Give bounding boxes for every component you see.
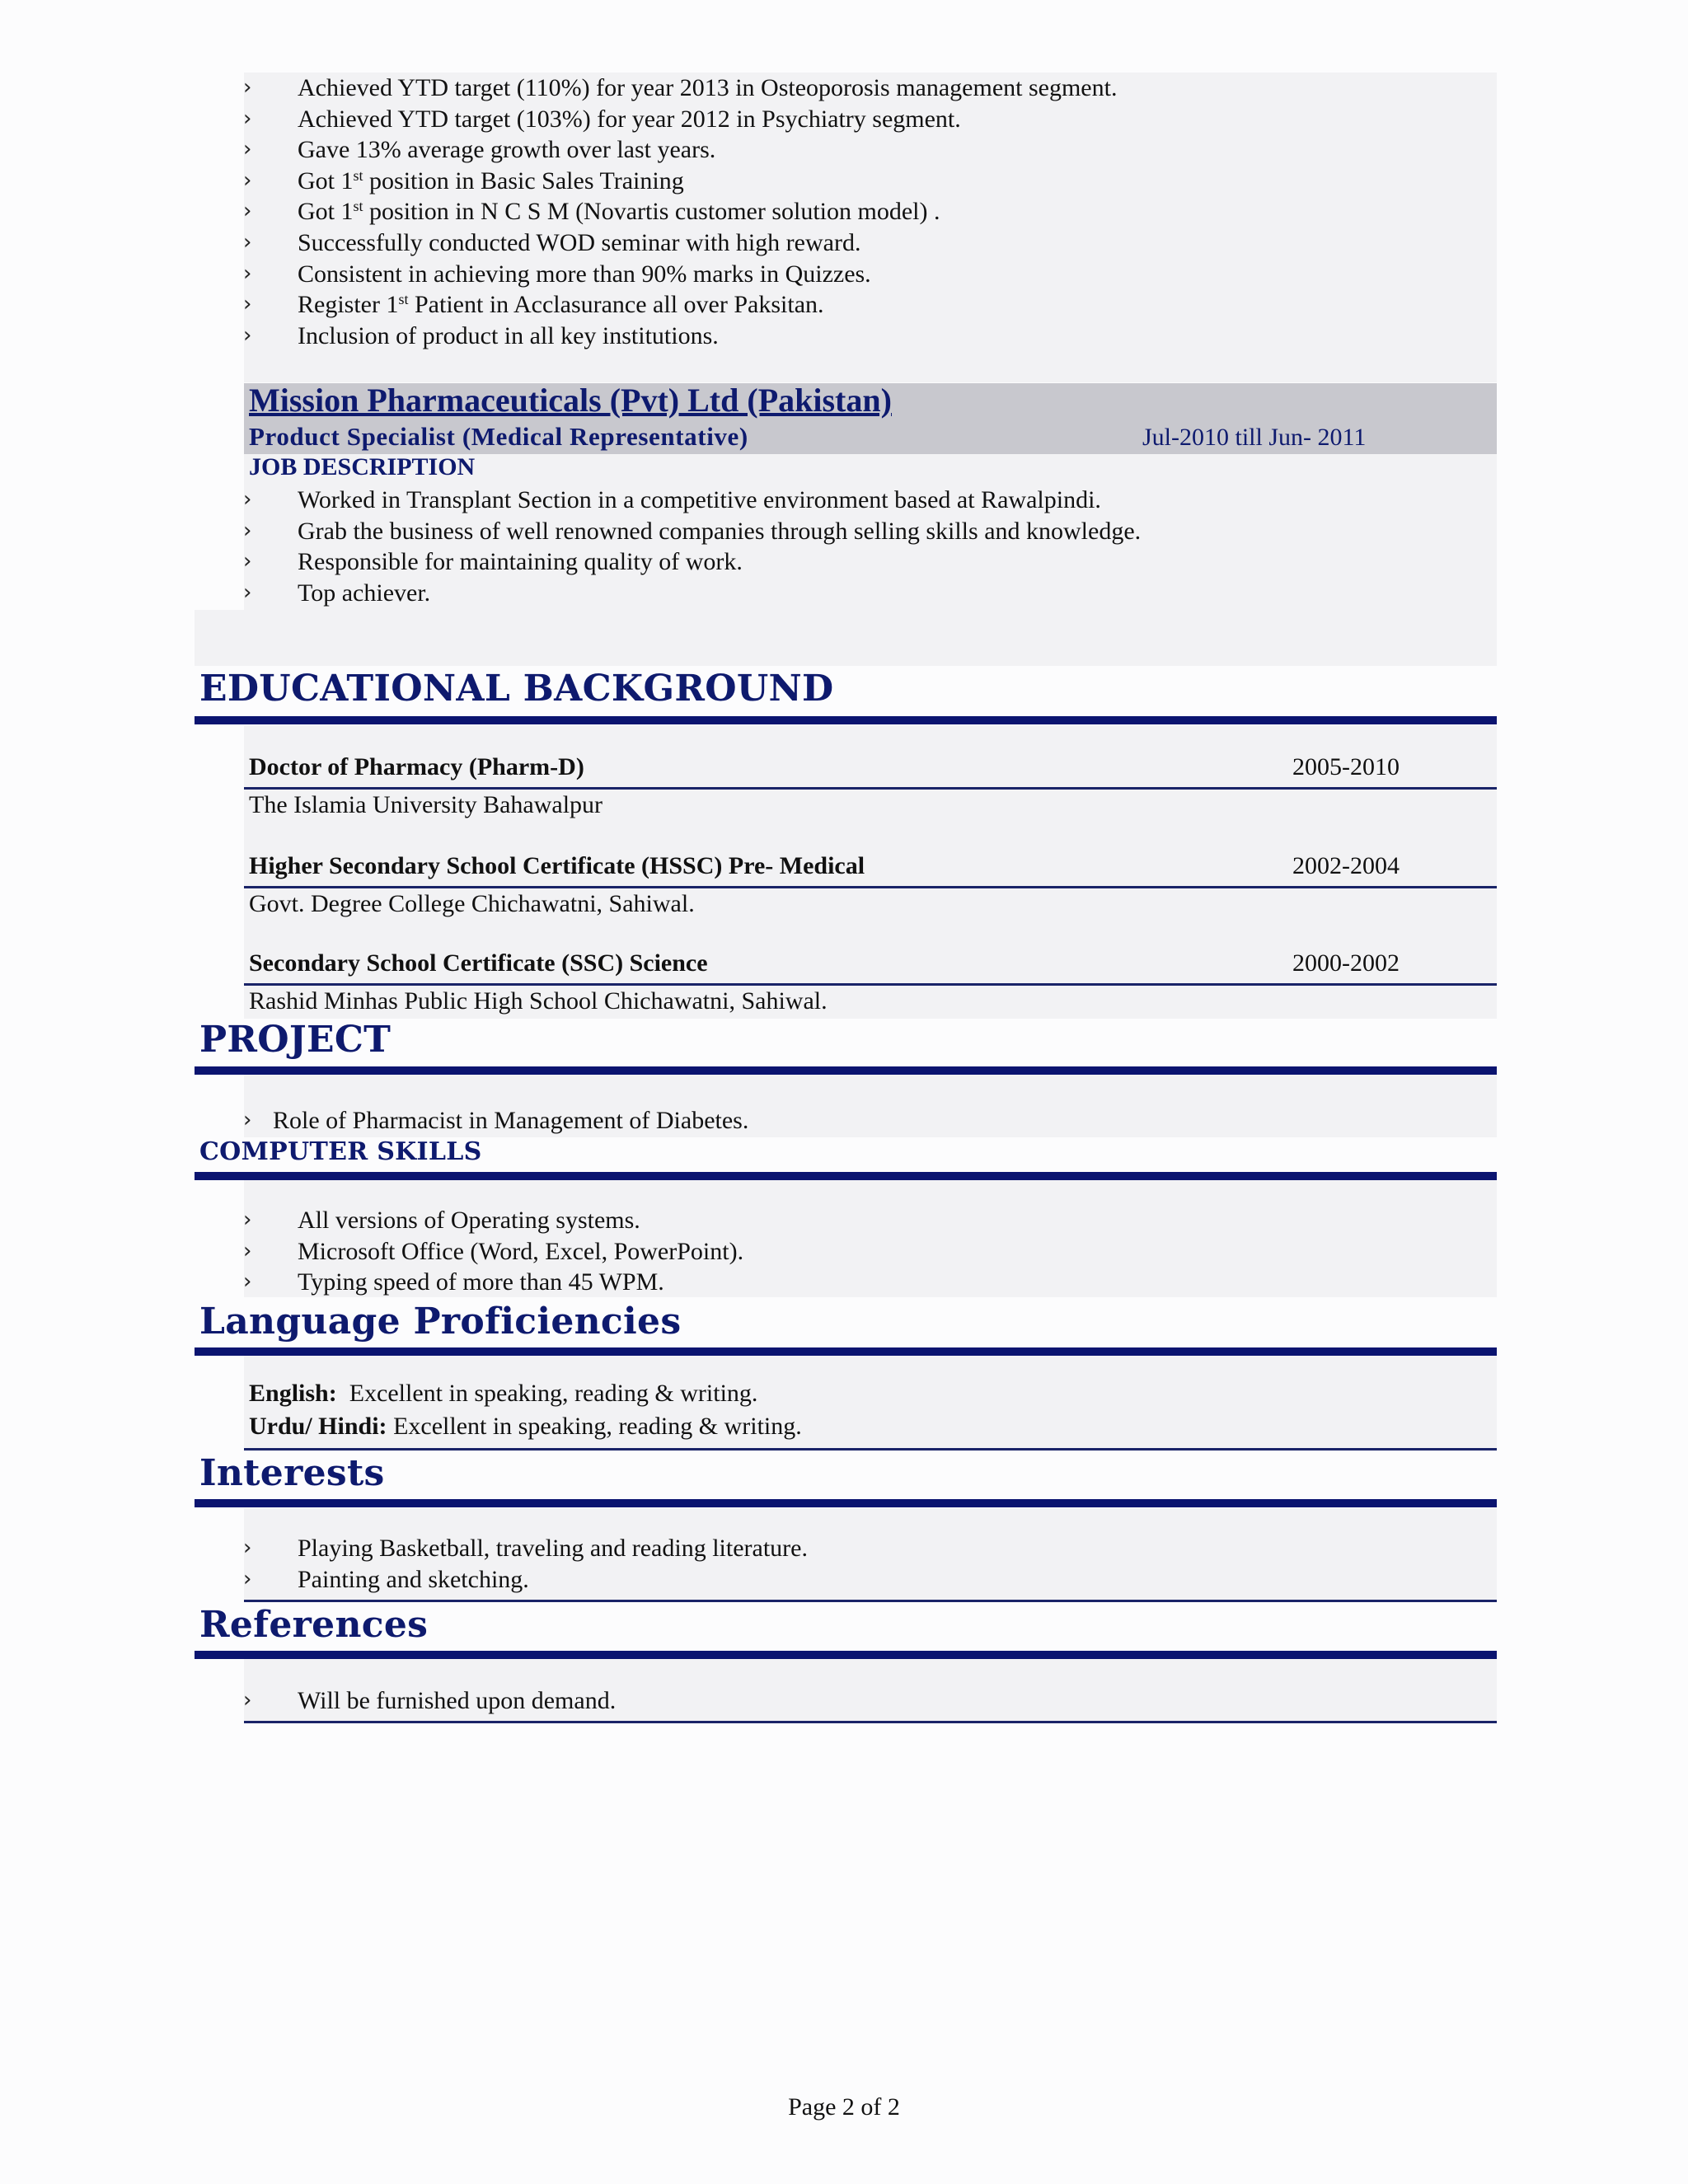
interests-divider (244, 1600, 1497, 1602)
list-item-text: Achieved YTD target (103%) for year 2012 in Psychiatry segment. (298, 105, 961, 133)
languages-heading: Language Proficiencies (199, 1301, 682, 1343)
language-name: Urdu/ Hindi: (249, 1413, 387, 1440)
language-level: Excellent in speaking, reading & writing. (349, 1380, 758, 1407)
list-item-text: Consistent in achieving more than 90% marks in Quizzes. (298, 260, 871, 288)
edu-divider-1 (244, 787, 1497, 790)
job-role: Product Specialist (Medical Representative) (249, 422, 748, 451)
computer-skills-heading: COMPUTER SKILLS (199, 1137, 482, 1166)
job-description-heading: JOB DESCRIPTION (249, 453, 476, 480)
chevron-right-icon: › (243, 229, 252, 255)
list-item-text: Top achiever. (298, 579, 431, 607)
edu-degree-2: Higher Secondary School Certificate (HSSC) Pre- Medical (249, 852, 865, 879)
chevron-right-icon: › (243, 579, 252, 605)
list-item-text: Will be furnished upon demand. (298, 1687, 617, 1714)
list-item-text: Worked in Transplant Section in a competitive environment based at Rawalpindi. (298, 486, 1101, 513)
computer-skills-rule (195, 1172, 1497, 1180)
chevron-right-icon: › (243, 1566, 252, 1591)
references-rule (195, 1651, 1497, 1659)
chevron-right-icon: › (243, 1535, 252, 1560)
list-item-text: Achieved YTD target (110%) for year 2013 in Osteoporosis management segment. (298, 74, 1118, 101)
edu-institution-2: Govt. Degree College Chichawatni, Sahiwal. (249, 890, 695, 917)
references-heading: References (199, 1604, 429, 1646)
company-name: Mission Pharmaceuticals (Pvt) Ltd (Pakistan) (249, 382, 892, 419)
chevron-right-icon: › (243, 292, 252, 317)
edu-years-3: 2000-2002 (1292, 949, 1400, 977)
interests-rule (195, 1499, 1497, 1507)
chevron-right-icon: › (243, 260, 252, 286)
job-dates: Jul-2010 till Jun- 2011 (1142, 424, 1367, 451)
chevron-right-icon: › (243, 105, 252, 131)
chevron-right-icon: › (243, 199, 252, 224)
edu-divider-2 (244, 886, 1497, 888)
list-item-text: Typing speed of more than 45 WPM. (298, 1268, 664, 1296)
language-urdu-hindi (249, 1413, 802, 1441)
list-item-text: Microsoft Office (Word, Excel, PowerPoint). (298, 1237, 744, 1265)
language-english (249, 1380, 757, 1408)
list-item-text: All versions of Operating systems. (298, 1207, 640, 1234)
chevron-right-icon: › (243, 75, 252, 100)
interests-heading: Interests (199, 1452, 385, 1494)
list-item-text: Responsible for maintaining quality of work. (298, 548, 743, 576)
list-item-text: Inclusion of product in all key institutions. (298, 321, 719, 349)
edu-years-1: 2005-2010 (1292, 753, 1400, 780)
education-heading: EDUCATIONAL BACKGROUND (199, 668, 834, 710)
project-heading: PROJECT (199, 1019, 392, 1061)
edu-degree-3: Secondary School Certificate (SSC) Science (249, 949, 708, 977)
list-item-text: Got 1st position in N C S M (Novartis customer solution model) . (298, 198, 940, 226)
education-rule (195, 716, 1497, 724)
list-item-text: Got 1st position in Basic Sales Training (298, 166, 684, 194)
list-item-text: Register 1st Patient in Acclasurance all over Paksitan. (298, 291, 824, 319)
edu-years-2: 2002-2004 (1292, 852, 1400, 879)
chevron-right-icon: › (243, 1207, 252, 1232)
chevron-right-icon: › (243, 1108, 252, 1132)
list-item-text: Playing Basketball, traveling and reading literature. (298, 1535, 808, 1562)
language-name: English: (249, 1380, 337, 1407)
chevron-right-icon: › (243, 487, 252, 512)
chevron-right-icon: › (243, 167, 252, 193)
project-item: Role of Pharmacist in Management of Diabetes. (273, 1107, 749, 1134)
edu-degree-1: Doctor of Pharmacy (Pharm-D) (249, 753, 584, 780)
chevron-right-icon: › (243, 518, 252, 543)
edu-divider-3 (244, 983, 1497, 986)
chevron-right-icon: › (243, 1238, 252, 1263)
language-level: Excellent in speaking, reading & writing. (393, 1413, 802, 1440)
chevron-right-icon: › (243, 549, 252, 574)
list-item-text: Successfully conducted WOD seminar with high reward. (298, 228, 861, 256)
chevron-right-icon: › (243, 137, 252, 162)
list-item-text: Gave 13% average growth over last years. (298, 136, 716, 164)
job-shade-lower (195, 610, 1497, 666)
references-divider (244, 1721, 1497, 1723)
chevron-right-icon: › (243, 322, 252, 348)
page-number: Page 2 of 2 (788, 2093, 900, 2121)
chevron-right-icon: › (243, 1688, 252, 1713)
languages-divider (244, 1448, 1497, 1451)
list-item-text: Painting and sketching. (298, 1565, 529, 1593)
edu-institution-3: Rashid Minhas Public High School Chichawatni, Sahiwal. (249, 987, 828, 1015)
chevron-right-icon: › (243, 1269, 252, 1295)
list-item-text: Grab the business of well renowned companies through selling skills and knowledge. (298, 517, 1142, 545)
edu-institution-1: The Islamia University Bahawalpur (249, 791, 603, 818)
languages-rule (195, 1347, 1497, 1356)
project-rule (195, 1066, 1497, 1075)
